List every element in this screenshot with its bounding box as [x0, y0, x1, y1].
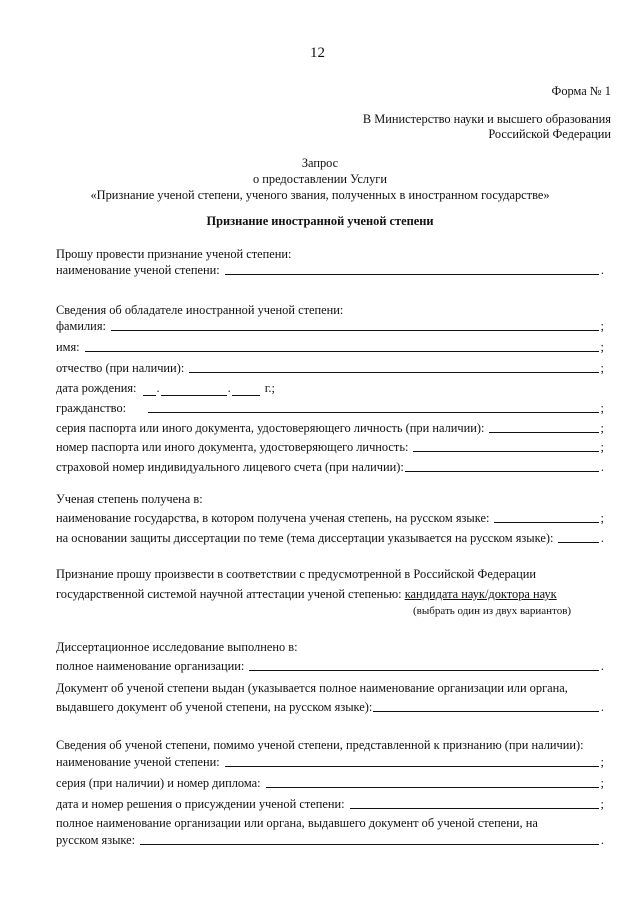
russian-name-label: русском языке:: [56, 833, 136, 847]
citizenship-label: гражданство:: [56, 401, 127, 415]
passport-number-label: номер паспорта или иного документа, удостоверяющего личность:: [56, 440, 409, 454]
issuer-label: выдавшего документ об ученой степени, на русском языке):: [56, 700, 373, 714]
page-number: 12: [310, 45, 325, 61]
s4-line-1: Признание прошу произвести в соответствии с предусмотренной в Российской Федерации: [56, 567, 537, 581]
s6-heading: Сведения об ученой степени, помимо ученой степени, представленной к признанию (при наличии):: [56, 738, 584, 752]
s5-doc-line-1: Документ об ученой степени выдан (указывается полное наименование организации или органа,: [56, 681, 568, 695]
state-line[interactable]: [494, 522, 598, 523]
request-title: [0, 155, 640, 203]
birthdate-field[interactable]: дата рождения: . . г.;: [56, 381, 275, 395]
passport-number-field[interactable]: номер паспорта или иного документа, удостоверяющего личность: ;: [56, 440, 604, 454]
patronymic-label: отчество (при наличии):: [56, 361, 185, 375]
decision-field[interactable]: дата и номер решения о присуждении ученой степени: ;: [56, 797, 604, 811]
degree-name-line[interactable]: [225, 274, 599, 275]
insurance-number-field[interactable]: страховой номер индивидуального лицевого счета (при наличии): .: [56, 460, 604, 474]
citizenship-line[interactable]: [148, 412, 598, 413]
diploma-field[interactable]: серия (при наличии) и номер диплома: ;: [56, 776, 604, 790]
passport-series-field[interactable]: серия паспорта или иного документа, удостоверяющего личность (при наличии): ;: [56, 421, 604, 435]
firstname-label: имя:: [56, 340, 80, 354]
insurance-number-label: страховой номер индивидуального лицевого счета (при наличии):: [56, 460, 404, 474]
passport-series-line[interactable]: [489, 432, 598, 433]
title-line-3: «Признание ученой степени, ученого звания, полученных в иностранном государстве»: [90, 188, 550, 202]
state-label: наименование государства, в котором получена ученая степень, на русском языке:: [56, 511, 490, 525]
s1-intro: Прошу провести признание ученой степени:: [56, 247, 292, 261]
patronymic-line[interactable]: [189, 372, 598, 373]
passport-number-line[interactable]: [413, 451, 598, 452]
surname-line[interactable]: [111, 330, 599, 331]
other-degree-line[interactable]: [225, 766, 599, 767]
decision-line[interactable]: [350, 808, 599, 809]
birth-year-blank[interactable]: [232, 383, 260, 396]
addressee: [363, 112, 611, 142]
s4-line-2: государственной системой научной аттестации ученой степенью: кандидата наук/доктора наук: [56, 587, 557, 601]
decision-label: дата и номер решения о присуждении ученой степени:: [56, 797, 345, 811]
firstname-field[interactable]: имя: ;: [56, 340, 604, 354]
section-subtitle: Признание иностранной ученой степени: [206, 214, 434, 228]
diploma-line[interactable]: [266, 787, 599, 788]
addressee-line-1: В Министерство науки и высшего образования: [362, 112, 611, 126]
surname-label: фамилия:: [56, 319, 106, 333]
firstname-line[interactable]: [85, 351, 599, 352]
birthdate-label: дата рождения:: [56, 381, 137, 395]
issuer-line[interactable]: [373, 711, 599, 712]
thesis-topic-field[interactable]: на основании защиты диссертации по теме (тема диссертации указывается на русском языке): .: [56, 531, 604, 545]
russian-name-field[interactable]: русском языке: .: [56, 833, 604, 847]
degree-name-label: наименование ученой степени:: [56, 263, 220, 277]
thesis-topic-label: на основании защиты диссертации по теме (тема диссертации указывается на русском языке):: [56, 531, 554, 545]
s3-heading: Ученая степень получена в:: [56, 492, 203, 506]
s2-heading: Сведения об обладателе иностранной ученой степени:: [56, 303, 344, 317]
issuer-field[interactable]: выдавшего документ об ученой степени, на русском языке): .: [56, 700, 604, 714]
s5-heading: Диссертационное исследование выполнено в:: [56, 640, 298, 654]
other-degree-field[interactable]: наименование ученой степени: ;: [56, 755, 604, 769]
passport-series-label: серия паспорта или иного документа, удостоверяющего личность (при наличии):: [56, 421, 485, 435]
s6-issuer-line: полное наименование организации или органа, выдавшего документ об ученой степени, на: [56, 816, 538, 830]
title-line-2: о предоставлении Услуги: [252, 172, 388, 186]
other-degree-label: наименование ученой степени:: [56, 755, 220, 769]
citizenship-field[interactable]: гражданство: ;: [56, 401, 604, 415]
addressee-line-2: Российской Федерации: [488, 127, 611, 141]
patronymic-field[interactable]: отчество (при наличии): ;: [56, 361, 604, 375]
state-field[interactable]: наименование государства, в котором получена ученая степень, на русском языке: ;: [56, 511, 604, 525]
diploma-label: серия (при наличии) и номер диплома:: [56, 776, 261, 790]
degree-choice[interactable]: кандидата наук/доктора наук: [404, 587, 557, 601]
degree-name-field[interactable]: наименование ученой степени: .: [56, 263, 604, 277]
russian-name-line[interactable]: [140, 844, 599, 845]
insurance-number-line[interactable]: [405, 471, 599, 472]
organization-label: полное наименование организации:: [56, 659, 245, 673]
title-line-1: Запрос: [301, 156, 339, 170]
form-label: Форма № 1: [551, 84, 611, 98]
birth-day-blank[interactable]: [143, 383, 156, 396]
surname-field[interactable]: фамилия: ;: [56, 319, 604, 333]
thesis-topic-line[interactable]: [558, 542, 598, 543]
organization-line[interactable]: [249, 670, 599, 671]
choice-note: (выбрать один из двух вариантов): [413, 605, 572, 617]
organization-field[interactable]: полное наименование организации: .: [56, 659, 604, 673]
birth-month-blank[interactable]: [161, 383, 227, 396]
